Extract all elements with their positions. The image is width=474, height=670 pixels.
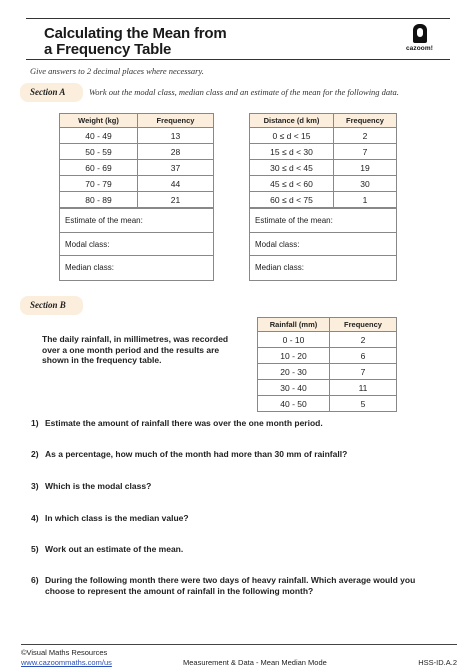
website-link[interactable]: www.cazoommaths.com/us bbox=[21, 658, 112, 667]
table-row bbox=[60, 192, 214, 208]
weight-frequency-table bbox=[59, 113, 214, 208]
table-cell: 37 bbox=[138, 160, 214, 176]
table-cell: 30 bbox=[334, 176, 397, 192]
table-row bbox=[250, 160, 397, 176]
keyhole-icon bbox=[413, 24, 427, 43]
modal-class-field[interactable]: Modal class: bbox=[60, 233, 213, 257]
table-cell: 1 bbox=[334, 192, 397, 208]
table-row bbox=[60, 144, 214, 160]
table-cell: 5 bbox=[330, 396, 397, 412]
question-1 bbox=[31, 418, 323, 429]
title-line-2: a Frequency Table bbox=[44, 41, 172, 58]
table-row bbox=[250, 128, 397, 144]
worksheet-title bbox=[44, 26, 227, 58]
table-cell: 0 ≤ d < 15 bbox=[250, 128, 334, 144]
answer-box-distance bbox=[249, 208, 397, 281]
table-cell: 30 - 40 bbox=[258, 380, 330, 396]
section-a-instruction: Work out the modal class, median class and an estimate of the mean for the following data. bbox=[89, 87, 399, 97]
question-6 bbox=[31, 575, 415, 597]
table-row bbox=[258, 348, 397, 364]
table-header: Rainfall (mm) bbox=[258, 318, 330, 332]
question-number: 6) bbox=[31, 575, 39, 585]
worksheet-header bbox=[26, 18, 450, 60]
table-header: Frequency bbox=[138, 114, 214, 128]
cazoom-logo bbox=[403, 24, 436, 56]
table-cell: 7 bbox=[330, 364, 397, 380]
section-a-label: Section A bbox=[20, 83, 83, 102]
question-text: As a percentage, how much of the month had more than 30 mm of rainfall? bbox=[45, 449, 348, 459]
copyright-text: ©Visual Maths Resources bbox=[21, 648, 108, 657]
table-cell: 20 - 30 bbox=[258, 364, 330, 380]
question-number: 4) bbox=[31, 513, 39, 523]
table-cell: 60 ≤ d < 75 bbox=[250, 192, 334, 208]
question-text: During the following month there were two days of heavy rainfall. Which average would you bbox=[45, 575, 416, 585]
table-row bbox=[250, 176, 397, 192]
rainfall-frequency-table bbox=[257, 317, 397, 412]
median-class-field[interactable]: Median class: bbox=[65, 263, 114, 272]
question-5 bbox=[31, 544, 183, 555]
table-header: Distance (d km) bbox=[250, 114, 334, 128]
table-row bbox=[60, 160, 214, 176]
question-4 bbox=[31, 513, 189, 524]
table-cell: 7 bbox=[334, 144, 397, 160]
distance-frequency-table bbox=[249, 113, 397, 208]
table-cell: 60 - 69 bbox=[60, 160, 138, 176]
logo-text: cazoom! bbox=[405, 45, 434, 52]
answer-box-weight bbox=[59, 208, 214, 281]
table-cell: 11 bbox=[330, 380, 397, 396]
table-row bbox=[250, 192, 397, 208]
table-cell: 2 bbox=[330, 332, 397, 348]
table-row bbox=[250, 144, 397, 160]
table-cell: 10 - 20 bbox=[258, 348, 330, 364]
question-text: In which class is the median value? bbox=[45, 513, 189, 523]
topic-text: Measurement & Data - Mean Median Mode bbox=[183, 658, 327, 667]
table-cell: 13 bbox=[138, 128, 214, 144]
table-cell: 30 ≤ d < 45 bbox=[250, 160, 334, 176]
table-row bbox=[60, 176, 214, 192]
median-class-field[interactable]: Median class: bbox=[255, 263, 304, 272]
question-number: 2) bbox=[31, 449, 39, 459]
question-text: Work out an estimate of the mean. bbox=[45, 544, 184, 554]
question-text-continued: choose to represent the amount of rainfall in the following month? bbox=[45, 586, 314, 596]
table-row bbox=[258, 364, 397, 380]
estimate-mean-field[interactable]: Estimate of the mean: bbox=[250, 209, 396, 233]
question-text: Which is the modal class? bbox=[45, 481, 152, 491]
table-header: Weight (kg) bbox=[60, 114, 138, 128]
table-cell: 15 ≤ d < 30 bbox=[250, 144, 334, 160]
question-number: 3) bbox=[31, 481, 39, 491]
question-2 bbox=[31, 449, 347, 460]
question-text: Estimate the amount of rainfall there was over the one month period. bbox=[45, 418, 323, 428]
table-cell: 19 bbox=[334, 160, 397, 176]
question-number: 5) bbox=[31, 544, 39, 554]
table-cell: 0 - 10 bbox=[258, 332, 330, 348]
table-row bbox=[258, 332, 397, 348]
table-header: Frequency bbox=[334, 114, 397, 128]
table-header: Frequency bbox=[330, 318, 397, 332]
estimate-mean-field[interactable]: Estimate of the mean: bbox=[60, 209, 213, 233]
instruction-text: Give answers to 2 decimal places where necessary. bbox=[30, 66, 204, 76]
table-cell: 70 - 79 bbox=[60, 176, 138, 192]
table-cell: 44 bbox=[138, 176, 214, 192]
section-b-label: Section B bbox=[20, 296, 83, 315]
table-row bbox=[258, 396, 397, 412]
standard-code: HSS-ID.A.2 bbox=[418, 658, 457, 667]
modal-class-field[interactable]: Modal class: bbox=[250, 233, 396, 257]
table-row bbox=[258, 380, 397, 396]
question-3 bbox=[31, 481, 151, 492]
table-cell: 80 - 89 bbox=[60, 192, 138, 208]
rainfall-description: The daily rainfall, in millimetres, was recorded over a one month period and the results are shown in the frequency table. bbox=[42, 334, 229, 365]
table-cell: 28 bbox=[138, 144, 214, 160]
table-cell: 45 ≤ d < 60 bbox=[250, 176, 334, 192]
table-cell: 6 bbox=[330, 348, 397, 364]
table-cell: 40 - 49 bbox=[60, 128, 138, 144]
footer bbox=[21, 644, 457, 670]
table-row bbox=[60, 128, 214, 144]
question-number: 1) bbox=[31, 418, 39, 428]
table-cell: 50 - 59 bbox=[60, 144, 138, 160]
table-cell: 40 - 50 bbox=[258, 396, 330, 412]
table-cell: 2 bbox=[334, 128, 397, 144]
table-cell: 21 bbox=[138, 192, 214, 208]
title-line-1: Calculating the Mean from bbox=[44, 25, 227, 42]
